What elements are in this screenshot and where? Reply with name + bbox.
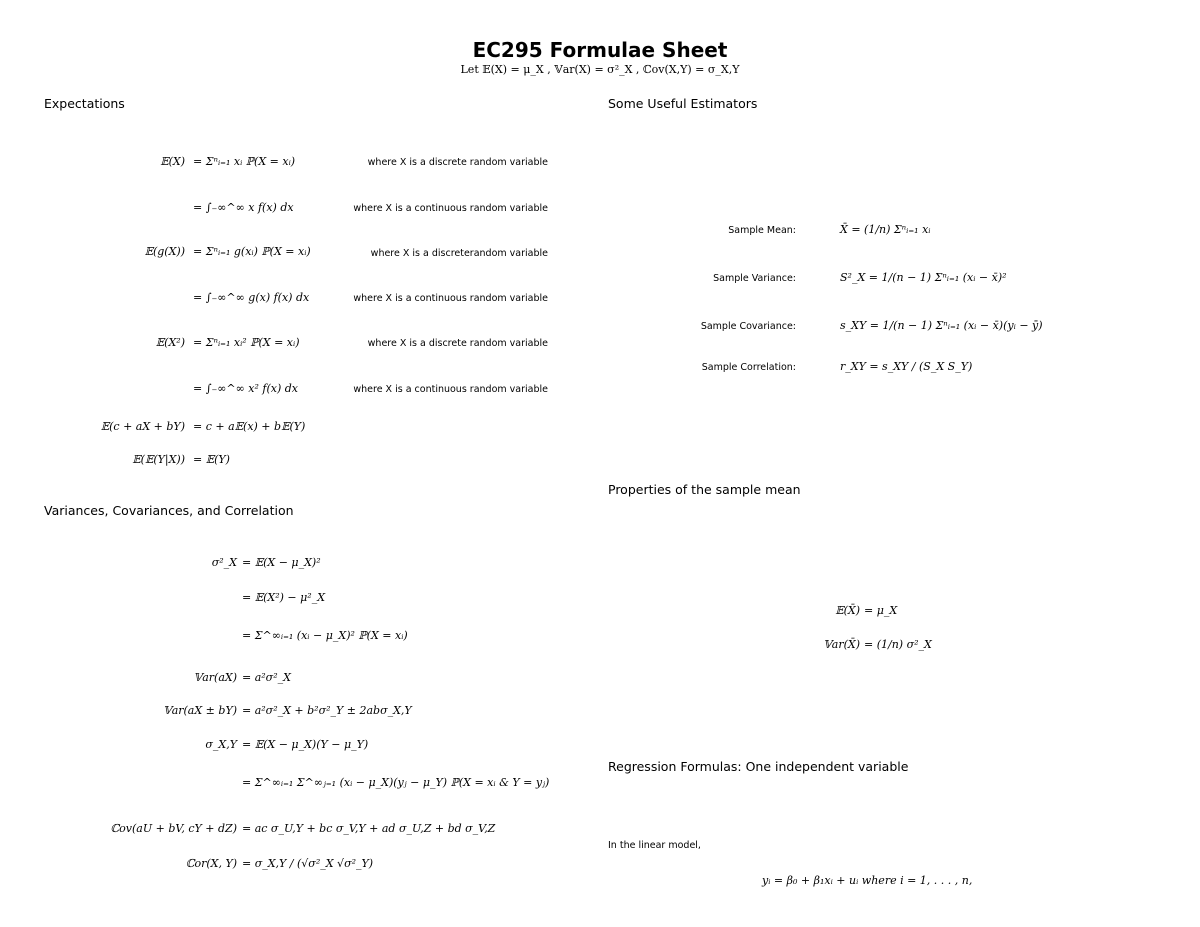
exp-rhs: = Σⁿᵢ₌₁ xᵢ ℙ(X = xᵢ) <box>193 155 296 168</box>
exp-rhs: = ∫₋∞^∞ x f(x) dx <box>193 201 294 214</box>
var-lhs: ℂov(aU + bV, cY + dZ) <box>110 822 237 835</box>
exp-rhs: = 𝔼(Y) <box>193 453 230 466</box>
var-lhs: σ_X,Y <box>205 738 237 751</box>
var-rhs: = a²σ²_X + b²σ²_Y ± 2abσ_X,Y <box>242 704 412 717</box>
sample-mean-heading: Properties of the sample mean <box>608 482 801 497</box>
regression-model: yᵢ = β₀ + β₁xᵢ + uᵢ where i = 1, . . . , n, <box>762 874 973 887</box>
estimator-formula: r_XY = s_XY / (S_X S_Y) <box>840 360 973 373</box>
regression-intro: In the linear model, <box>608 840 701 851</box>
sample-mean-rhs: = (1/n) σ²_X <box>864 638 932 651</box>
exp-rhs: = ∫₋∞^∞ x² f(x) dx <box>193 382 298 395</box>
estimator-label: Sample Correlation: <box>701 362 796 373</box>
exp-lhs: 𝔼(X) <box>160 155 185 168</box>
exp-rhs: = Σⁿᵢ₌₁ xᵢ² ℙ(X = xᵢ) <box>193 336 300 349</box>
exp-note: where X is a discrete random variable <box>367 157 548 168</box>
exp-lhs: 𝔼(g(X)) <box>144 245 185 258</box>
var-rhs: = Σ^∞ᵢ₌₁ Σ^∞ⱼ₌₁ (xᵢ − μ_X)(yⱼ − μ_Y) ℙ(X = xᵢ & Y = yⱼ) <box>242 776 550 789</box>
var-rhs: = a²σ²_X <box>242 671 291 684</box>
sample-mean-rhs: = μ_X <box>864 604 898 617</box>
var-lhs: σ²_X <box>211 556 237 569</box>
var-lhs: 𝕍ar(aX ± bY) <box>163 704 237 717</box>
exp-lhs: 𝔼(X²) <box>155 336 185 349</box>
estimators-heading: Some Useful Estimators <box>608 96 758 111</box>
var-rhs: = 𝔼(X²) − μ²_X <box>242 591 326 604</box>
exp-note: where X is a discrete random variable <box>367 338 548 349</box>
exp-note: where X is a continuous random variable <box>353 293 548 304</box>
estimator-formula: S²_X = 1/(n − 1) Σⁿᵢ₌₁ (xᵢ − x̄)² <box>840 271 1007 284</box>
var-rhs: = 𝔼(X − μ_X)² <box>242 556 321 569</box>
estimator-label: Sample Mean: <box>728 225 796 236</box>
expectations-heading: Expectations <box>44 96 125 111</box>
var-rhs: = Σ^∞ᵢ₌₁ (xᵢ − μ_X)² ℙ(X = xᵢ) <box>242 629 408 642</box>
exp-rhs: = c + a𝔼(x) + b𝔼(Y) <box>193 420 306 433</box>
exp-note: where X is a discreterandom variable <box>370 248 548 259</box>
estimator-formula: s_XY = 1/(n − 1) Σⁿᵢ₌₁ (xᵢ − x̄)(yᵢ − ȳ) <box>840 319 1043 332</box>
var-rhs: = 𝔼(X − μ_X)(Y − μ_Y) <box>242 738 369 751</box>
regression-heading: Regression Formulas: One independent variable <box>608 759 909 774</box>
exp-lhs: 𝔼(𝔼(Y|X)) <box>132 453 185 466</box>
estimator-formula: X̄ = (1/n) Σⁿᵢ₌₁ xᵢ <box>840 223 931 236</box>
exp-lhs: 𝔼(c + aX + bY) <box>100 420 185 433</box>
estimator-label: Sample Covariance: <box>700 321 796 332</box>
exp-rhs: = Σⁿᵢ₌₁ g(xᵢ) ℙ(X = xᵢ) <box>193 245 311 258</box>
var-rhs: = ac σ_U,Y + bc σ_V,Y + ad σ_U,Z + bd σ_V,Z <box>242 822 496 835</box>
exp-note: where X is a continuous random variable <box>353 384 548 395</box>
var-lhs: 𝕍ar(aX) <box>193 671 237 684</box>
exp-note: where X is a continuous random variable <box>353 203 548 214</box>
variances-heading: Variances, Covariances, and Correlation <box>44 503 294 518</box>
var-rhs: = σ_X,Y / (√σ²_X √σ²_Y) <box>242 857 374 870</box>
page-title: EC295 Formulae Sheet <box>472 38 728 62</box>
estimator-label: Sample Variance: <box>713 273 796 284</box>
sample-mean-lhs: 𝔼(X̄) <box>835 604 860 617</box>
var-lhs: ℂor(X, Y) <box>185 857 237 870</box>
sample-mean-lhs: 𝕍ar(X̄) <box>823 638 860 651</box>
exp-rhs: = ∫₋∞^∞ g(x) f(x) dx <box>193 291 310 304</box>
page-subtitle: Let 𝔼(X) = μ_X , 𝕍ar(X) = σ²_X , ℂov(X,Y) = σ_X,Y <box>460 63 740 76</box>
